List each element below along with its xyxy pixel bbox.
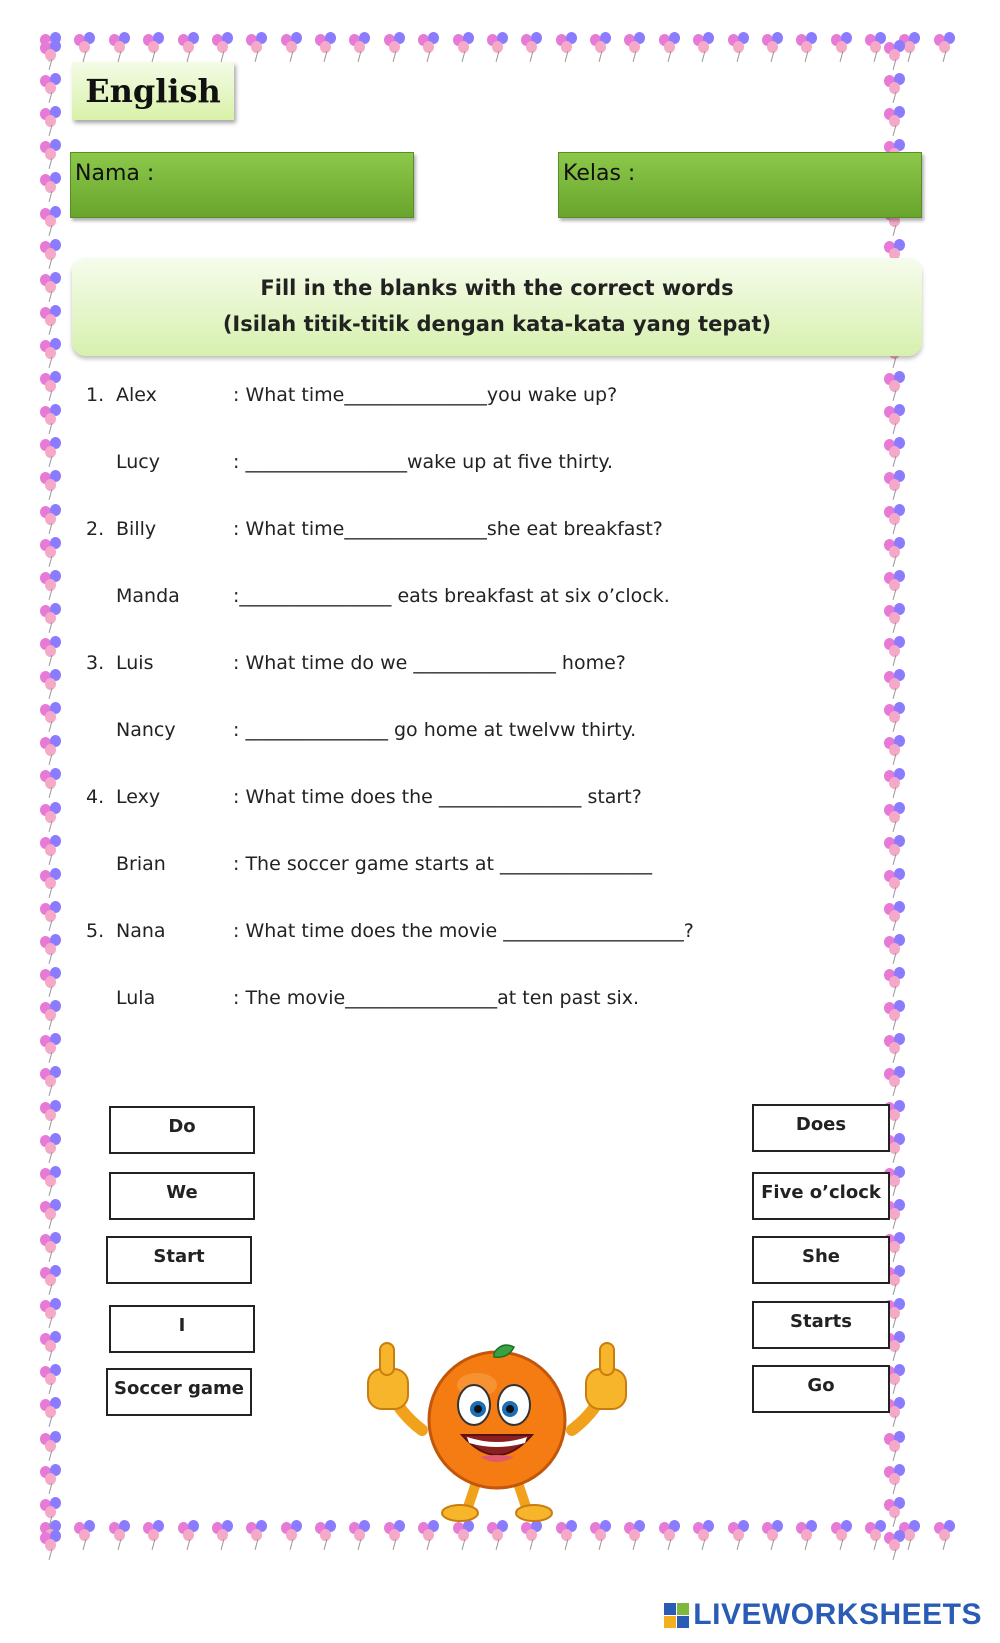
balloon-icon [794, 1520, 820, 1550]
word-box-does[interactable]: Does [752, 1104, 890, 1152]
balloon-icon [882, 437, 908, 467]
balloon-icon [882, 470, 908, 500]
word-box-we[interactable]: We [109, 1172, 255, 1220]
balloon-icon [38, 570, 64, 600]
balloon-icon [657, 32, 683, 62]
balloon-icon [416, 32, 442, 62]
question-text[interactable]: : _________________wake up at five thirty. [233, 451, 613, 473]
word-box-five-oclock[interactable]: Five o’clock [752, 1172, 890, 1220]
balloon-icon [657, 1520, 683, 1550]
balloon-icon [882, 404, 908, 434]
balloon-icon [38, 1199, 64, 1229]
orange-mascot-icon [362, 1335, 632, 1525]
balloon-icon [38, 470, 64, 500]
balloon-icon [210, 32, 236, 62]
speaker-name: Billy [116, 518, 157, 540]
balloon-icon [882, 967, 908, 997]
balloon-icon [38, 1364, 64, 1394]
subject-title: English [72, 62, 234, 120]
balloon-icon [691, 1520, 717, 1550]
balloon-icon [313, 1520, 339, 1550]
question-number: 5. [86, 920, 105, 942]
balloon-icon [382, 32, 408, 62]
balloon-icon [38, 139, 64, 169]
balloon-icon [882, 537, 908, 567]
question-text[interactable]: : What time does the _______________ start? [233, 786, 642, 808]
word-box-she[interactable]: She [752, 1236, 890, 1284]
balloon-icon [829, 32, 855, 62]
balloon-icon [38, 702, 64, 732]
balloon-icon [882, 702, 908, 732]
balloon-icon [279, 1520, 305, 1550]
balloon-icon [38, 1464, 64, 1494]
balloon-icon [38, 504, 64, 534]
question-text[interactable]: : The movie________________at ten past six. [233, 987, 640, 1009]
balloon-icon [691, 32, 717, 62]
balloon-icon [38, 404, 64, 434]
balloon-icon [38, 1166, 64, 1196]
balloon-icon [794, 32, 820, 62]
speaker-name: Alex [116, 384, 157, 406]
balloon-icon [882, 636, 908, 666]
balloon-icon [588, 32, 614, 62]
class-field[interactable] [558, 152, 922, 218]
balloon-icon [882, 934, 908, 964]
balloon-icon [38, 305, 64, 335]
balloon-icon [176, 1520, 202, 1550]
balloon-icon [38, 537, 64, 567]
balloon-icon [38, 1133, 64, 1163]
balloon-icon [38, 868, 64, 898]
balloon-icon [38, 172, 64, 202]
bottom-border [38, 1520, 958, 1560]
balloon-icon [38, 636, 64, 666]
speaker-name: Nancy [116, 719, 176, 741]
balloon-icon [244, 32, 270, 62]
balloon-icon [882, 1530, 908, 1560]
balloon-icon [882, 768, 908, 798]
question-number: 1. [86, 384, 105, 406]
balloon-icon [38, 1431, 64, 1461]
balloon-icon [882, 868, 908, 898]
balloon-icon [38, 272, 64, 302]
question-text[interactable]: : What time_______________you wake up? [233, 384, 618, 406]
balloon-icon [38, 371, 64, 401]
balloon-icon [38, 934, 64, 964]
balloon-icon [882, 835, 908, 865]
balloon-icon [141, 32, 167, 62]
question-text[interactable]: : What time_______________she eat breakfast? [233, 518, 663, 540]
balloon-icon [622, 32, 648, 62]
balloon-icon [38, 802, 64, 832]
balloon-icon [38, 1000, 64, 1030]
balloon-icon [38, 1331, 64, 1361]
balloon-icon [107, 32, 133, 62]
instructions-panel [72, 258, 922, 356]
word-box-starts[interactable]: Starts [752, 1301, 890, 1349]
question-text[interactable]: : What time do we _______________ home? [233, 652, 626, 674]
name-field[interactable] [70, 152, 414, 218]
balloon-icon [882, 504, 908, 534]
balloon-icon [882, 1497, 908, 1527]
balloon-icon [38, 1298, 64, 1328]
balloon-icon [882, 106, 908, 136]
word-box-do[interactable]: Do [109, 1106, 255, 1154]
balloon-icon [210, 1520, 236, 1550]
balloon-icon [726, 1520, 752, 1550]
speaker-name: Nana [116, 920, 166, 942]
balloon-icon [882, 73, 908, 103]
balloon-icon [882, 669, 908, 699]
balloon-icon [882, 570, 908, 600]
balloon-icon [882, 1464, 908, 1494]
balloon-icon [38, 603, 64, 633]
speaker-name: Lula [116, 987, 156, 1009]
balloon-icon [882, 603, 908, 633]
balloon-icon [829, 1520, 855, 1550]
balloon-icon [726, 32, 752, 62]
balloon-icon [882, 735, 908, 765]
balloon-icon [38, 735, 64, 765]
balloon-icon [882, 1033, 908, 1063]
question-number: 2. [86, 518, 105, 540]
balloon-icon [38, 338, 64, 368]
balloon-icon [882, 1066, 908, 1096]
balloon-icon [882, 802, 908, 832]
question-text[interactable]: : The soccer game starts at ________________ [233, 853, 653, 875]
balloon-icon [38, 669, 64, 699]
speaker-name: Lexy [116, 786, 161, 808]
balloon-icon [38, 1232, 64, 1262]
balloon-icon [38, 1033, 64, 1063]
name-label: Nama : [75, 161, 155, 186]
speaker-name: Luis [116, 652, 154, 674]
balloon-icon [760, 32, 786, 62]
balloon-icon [485, 32, 511, 62]
balloon-icon [760, 1520, 786, 1550]
liveworksheets-icon [664, 1603, 689, 1628]
footer-brand: LIVEWORKSHEETS [693, 1598, 982, 1631]
balloon-icon [313, 32, 339, 62]
word-box-go[interactable]: Go [752, 1365, 890, 1413]
balloon-icon [107, 1520, 133, 1550]
balloon-icon [38, 1265, 64, 1295]
balloon-icon [38, 239, 64, 269]
balloon-icon [38, 437, 64, 467]
question-number: 4. [86, 786, 105, 808]
balloon-icon [882, 371, 908, 401]
word-box-soccer-game[interactable]: Soccer game [106, 1368, 252, 1416]
balloon-icon [451, 32, 477, 62]
balloon-icon [141, 1520, 167, 1550]
balloon-icon [882, 1000, 908, 1030]
balloon-icon [38, 768, 64, 798]
liveworksheets-logo [664, 1598, 982, 1632]
instructions-line-1: Fill in the blanks with the correct words [260, 276, 734, 300]
balloon-icon [882, 901, 908, 931]
balloon-icon [932, 32, 958, 62]
balloon-icon [279, 32, 305, 62]
balloon-icon [932, 1520, 958, 1550]
balloon-icon [38, 73, 64, 103]
speaker-name: Manda [116, 585, 180, 607]
class-label: Kelas : [563, 161, 636, 186]
balloon-icon [38, 901, 64, 931]
balloon-icon [347, 32, 373, 62]
question-number: 3. [86, 652, 105, 674]
balloon-icon [176, 32, 202, 62]
speaker-name: Brian [116, 853, 166, 875]
balloon-icon [38, 206, 64, 236]
speaker-name: Lucy [116, 451, 160, 473]
balloon-icon [244, 1520, 270, 1550]
balloon-icon [38, 106, 64, 136]
balloon-icon [38, 967, 64, 997]
word-box-start[interactable]: Start [106, 1236, 252, 1284]
balloon-icon [38, 1100, 64, 1130]
question-text[interactable]: : _______________ go home at twelvw thirty. [233, 719, 637, 741]
balloon-icon [38, 1530, 64, 1560]
balloon-icon [554, 32, 580, 62]
balloon-icon [519, 32, 545, 62]
balloon-icon [38, 835, 64, 865]
balloon-icon [38, 40, 64, 70]
balloon-icon [38, 1397, 64, 1427]
instructions-line-2: (Isilah titik-titik dengan kata-kata yang tepat) [222, 312, 772, 336]
balloon-icon [38, 1066, 64, 1096]
balloon-icon [882, 1431, 908, 1461]
question-text[interactable]: :________________ eats breakfast at six o’clock. [233, 585, 670, 607]
balloon-icon [882, 40, 908, 70]
word-box-i[interactable]: I [109, 1305, 255, 1353]
balloon-icon [38, 1497, 64, 1527]
question-text[interactable]: : What time does the movie ___________________? [233, 920, 694, 942]
